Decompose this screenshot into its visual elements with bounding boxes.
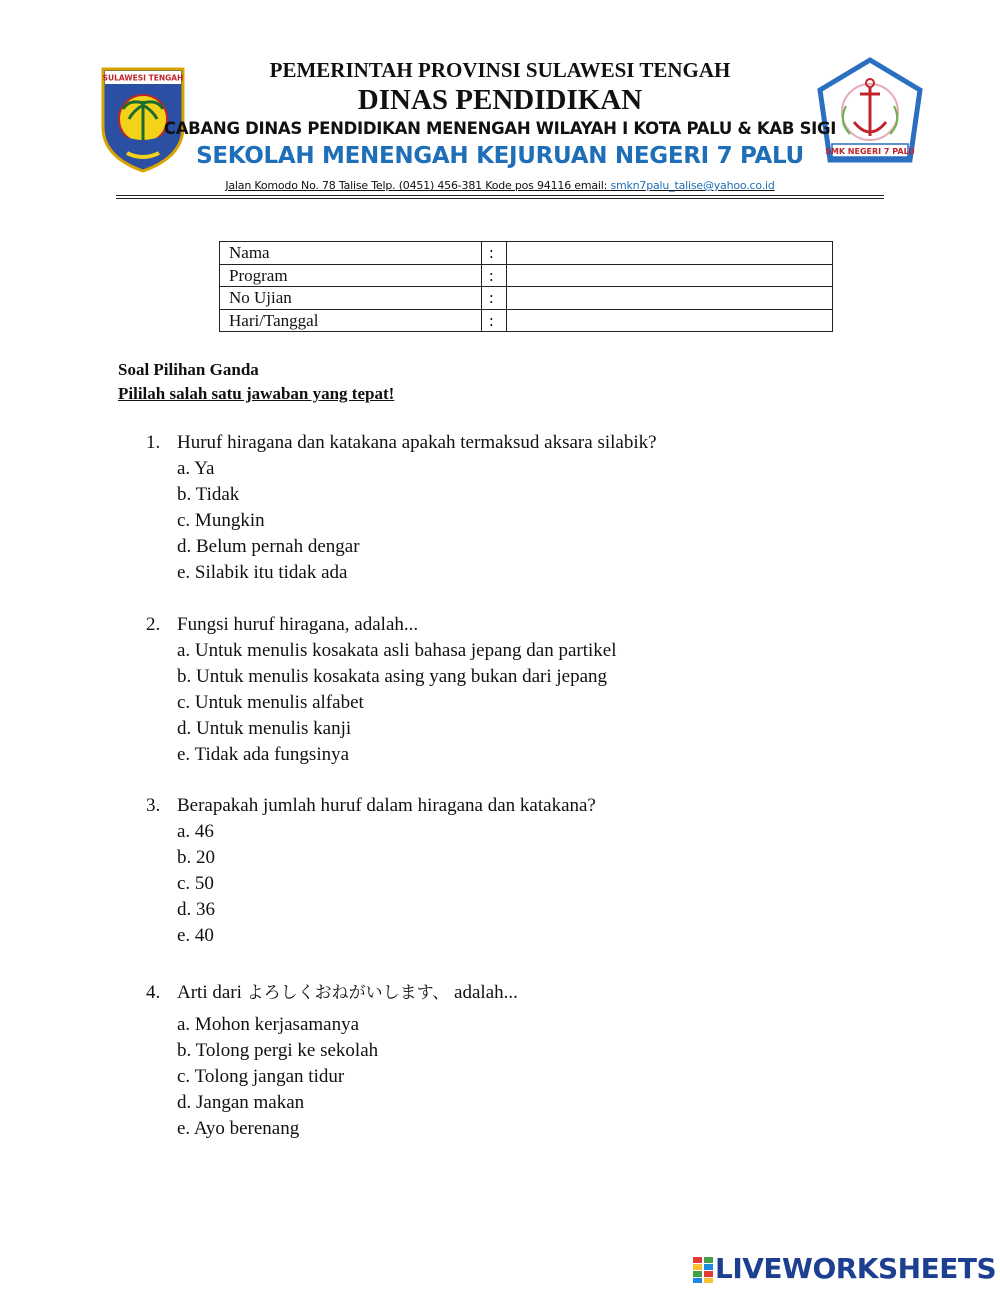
option-e[interactable]: e. 40 [177, 925, 214, 946]
section-title: Soal Pilihan Ganda [118, 360, 259, 379]
question-text-pre: Arti dari [177, 982, 247, 1003]
option-c[interactable]: c. Mungkin [177, 510, 265, 531]
option-a[interactable]: a. Mohon kerjasamanya [177, 1014, 360, 1035]
question-text: Fungsi huruf hiragana, adalah... [177, 614, 419, 635]
address-text: Jalan Komodo No. 78 Talise Telp. (0451) 456-381 Kode pos 94116 email: [225, 179, 611, 192]
question-text [177, 980, 518, 1006]
table-row [220, 309, 833, 332]
row-separator: : [482, 309, 507, 332]
header-government: PEMERINTAH PROVINSI SULAWESI TENGAH [269, 58, 731, 82]
option-c[interactable]: c. 50 [177, 873, 214, 894]
option-e[interactable]: e. Silabik itu tidak ada [177, 562, 348, 583]
row-separator: : [482, 287, 507, 310]
question-number: 3. [146, 795, 161, 816]
row-separator: : [482, 264, 507, 287]
table-row [220, 287, 833, 310]
option-b[interactable]: b. 20 [177, 847, 215, 868]
option-a[interactable]: a. Ya [177, 458, 215, 479]
exam-number-field[interactable] [507, 287, 833, 310]
header-divider-second [116, 198, 884, 199]
option-a[interactable]: a. Untuk menulis kosakata asli bahasa jepang dan partikel [177, 640, 617, 661]
option-e[interactable]: e. Ayo berenang [177, 1118, 300, 1139]
row-separator: : [482, 242, 507, 265]
header-branch: CABANG DINAS PENDIDIKAN MENENGAH WILAYAH I KOTA PALU & KAB SIGI [163, 119, 837, 138]
question-number: 4. [146, 982, 161, 1003]
date-label: Hari/Tanggal [220, 309, 482, 332]
student-info-table [219, 241, 833, 332]
program-label: Program [220, 264, 482, 287]
option-b[interactable]: b. Tidak [177, 484, 240, 505]
header-school-name: SEKOLAH MENENGAH KEJURUAN NEGERI 7 PALU [196, 143, 804, 169]
option-d[interactable]: d. Jangan makan [177, 1092, 305, 1113]
header-department: DINAS PENDIDIKAN [357, 84, 643, 116]
option-c[interactable]: c. Tolong jangan tidur [177, 1066, 345, 1087]
name-label: Nama [220, 242, 482, 265]
japanese-phrase: よろしくおねがいします、 [246, 983, 450, 1003]
option-d[interactable]: d. 36 [177, 899, 215, 920]
instruction-text: Pililah salah satu jawaban yang tepat! [118, 384, 395, 403]
header-address [0, 179, 1000, 192]
option-a[interactable]: a. 46 [177, 821, 214, 842]
question-text-post: adalah... [449, 982, 518, 1003]
program-field[interactable] [507, 264, 833, 287]
liveworksheets-logo [693, 1252, 997, 1287]
option-d[interactable]: d. Untuk menulis kanji [177, 718, 352, 739]
option-c[interactable]: c. Untuk menulis alfabet [177, 692, 364, 713]
liveworksheets-text: LIVEWORKSHEETS [715, 1252, 997, 1285]
option-b[interactable]: b. Untuk menulis kosakata asing yang bukan dari jepang [177, 666, 608, 687]
exam-number-label: No Ujian [220, 287, 482, 310]
question-number: 1. [146, 432, 161, 453]
table-row [220, 264, 833, 287]
question-text: Huruf hiragana dan katakana apakah termaksud aksara silabik? [177, 432, 657, 453]
name-field[interactable] [507, 242, 833, 265]
email-link[interactable]: smkn7palu_talise@yahoo.co.id [610, 179, 775, 192]
date-field[interactable] [507, 309, 833, 332]
svg-text:SULAWESI TENGAH: SULAWESI TENGAH [102, 73, 184, 83]
option-d[interactable]: d. Belum pernah dengar [177, 536, 360, 557]
svg-text:SMK NEGERI 7 PALU: SMK NEGERI 7 PALU [825, 147, 915, 156]
question-number: 2. [146, 614, 161, 635]
liveworksheets-icon [693, 1257, 713, 1283]
header-divider [116, 195, 884, 196]
option-e[interactable]: e. Tidak ada fungsinya [177, 744, 350, 765]
option-b[interactable]: b. Tolong pergi ke sekolah [177, 1040, 379, 1061]
question-text: Berapakah jumlah huruf dalam hiragana dan katakana? [177, 795, 596, 816]
table-row [220, 242, 833, 265]
